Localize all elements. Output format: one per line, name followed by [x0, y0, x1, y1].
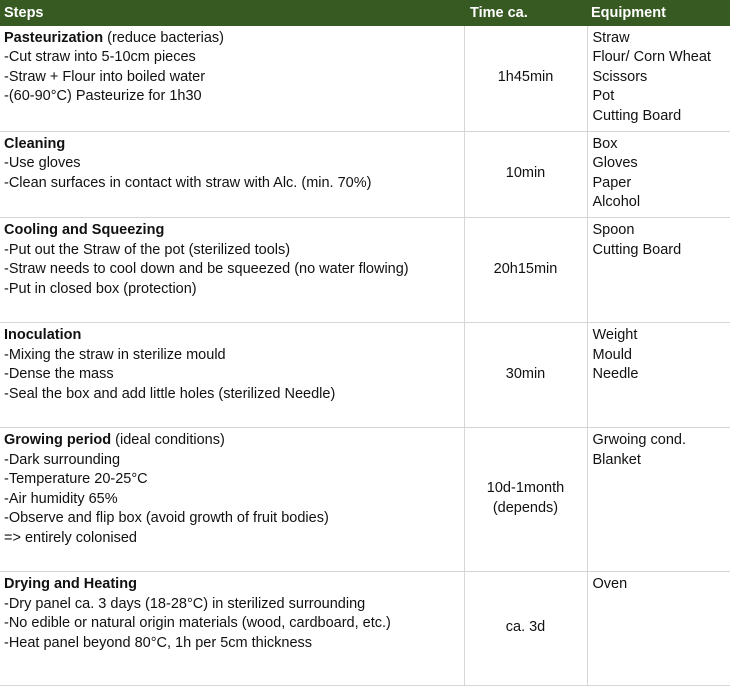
step-line: -Seal the box and add little holes (sterilized Needle) [4, 385, 336, 402]
step-line: -Cut straw into 5-10cm pieces [4, 49, 196, 66]
step-line: -Put out the Straw of the pot (sterilized tools) [4, 241, 291, 258]
equipment-cell [587, 217, 730, 322]
equipment-item: Cutting Board [592, 241, 682, 258]
step-cell [0, 571, 464, 685]
equipment-item: Mould [592, 346, 632, 363]
table-row [0, 571, 730, 685]
step-title: Cleaning [4, 135, 66, 152]
table-row [0, 26, 730, 131]
table-row [0, 322, 730, 427]
time-value: 1h45min [497, 68, 554, 85]
header-row [0, 0, 730, 26]
step-line: -Mixing the straw in sterilize mould [4, 346, 226, 363]
step-cell [0, 131, 464, 217]
step-cell [0, 427, 464, 571]
time-value: 10d-1month [486, 480, 565, 497]
step-line: -Temperature 20-25°C [4, 471, 148, 488]
step-line: -Straw needs to cool down and be squeezed (no water flowing) [4, 261, 409, 278]
table-row [0, 427, 730, 571]
equipment-item: Straw [592, 29, 630, 46]
equipment-item: Spoon [592, 221, 635, 238]
time-value: ca. 3d [505, 619, 546, 636]
step-line: -Straw + Flour into boiled water [4, 68, 206, 85]
equipment-item: Pot [592, 88, 615, 105]
step-cell [0, 26, 464, 131]
step-line: -Heat panel beyond 80°C, 1h per 5cm thickness [4, 634, 313, 651]
equipment-cell [587, 571, 730, 685]
step-cell [0, 322, 464, 427]
step-title: Cooling and Squeezing [4, 221, 165, 238]
step-title: Growing period [4, 431, 112, 448]
equipment-item: Flour/ Corn Wheat [592, 49, 711, 66]
table-row [0, 217, 730, 322]
equipment-item: Weight [592, 326, 638, 343]
step-line: -Dry panel ca. 3 days (18-28°C) in sterilized surrounding [4, 595, 366, 612]
step-title: Inoculation [4, 326, 82, 343]
equipment-cell [587, 26, 730, 131]
time-cell [464, 131, 587, 217]
equipment-item: Gloves [592, 155, 638, 172]
equipment-item: Blanket [592, 451, 641, 468]
step-line: -(60-90°C) Pasteurize for 1h30 [4, 88, 202, 105]
time-value: 20h15min [493, 260, 558, 277]
step-line: -Observe and flip box (avoid growth of fruit bodies) [4, 510, 329, 527]
table-row [0, 131, 730, 217]
step-cell [0, 217, 464, 322]
time-value: 10min [505, 164, 546, 181]
time-value: (depends) [492, 499, 559, 516]
step-line: -No edible or natural origin materials (wood, cardboard, etc.) [4, 615, 391, 632]
step-note: (reduce bacterias) [103, 29, 224, 46]
step-line: => entirely colonised [4, 529, 137, 546]
equipment-cell [587, 322, 730, 427]
equipment-item: Oven [592, 575, 628, 592]
step-title: Pasteurization [4, 29, 104, 46]
equipment-item: Alcohol [592, 194, 641, 211]
time-cell [464, 217, 587, 322]
step-title: Drying and Heating [4, 575, 137, 592]
step-line: -Use gloves [4, 155, 81, 172]
header-steps: Steps [0, 0, 464, 26]
equipment-item: Needle [592, 366, 639, 383]
equipment-item: Grwoing cond. [592, 431, 686, 448]
step-note: (ideal conditions) [111, 431, 225, 448]
equipment-cell [587, 131, 730, 217]
equipment-item: Scissors [592, 68, 648, 85]
time-cell [464, 571, 587, 685]
equipment-item: Cutting Board [592, 107, 682, 124]
equipment-cell [587, 427, 730, 571]
header-equipment: Equipment [587, 0, 730, 26]
time-cell [464, 427, 587, 571]
time-cell [464, 322, 587, 427]
equipment-item: Box [592, 135, 618, 152]
step-line: -Dense the mass [4, 366, 114, 383]
step-line: -Clean surfaces in contact with straw with Alc. (min. 70%) [4, 174, 372, 191]
time-cell [464, 26, 587, 131]
step-line: -Air humidity 65% [4, 490, 118, 507]
equipment-item: Paper [592, 174, 632, 191]
step-line: -Put in closed box (protection) [4, 280, 197, 297]
step-line: -Dark surrounding [4, 451, 121, 468]
header-time: Time ca. [464, 0, 587, 26]
time-value: 30min [505, 365, 546, 382]
